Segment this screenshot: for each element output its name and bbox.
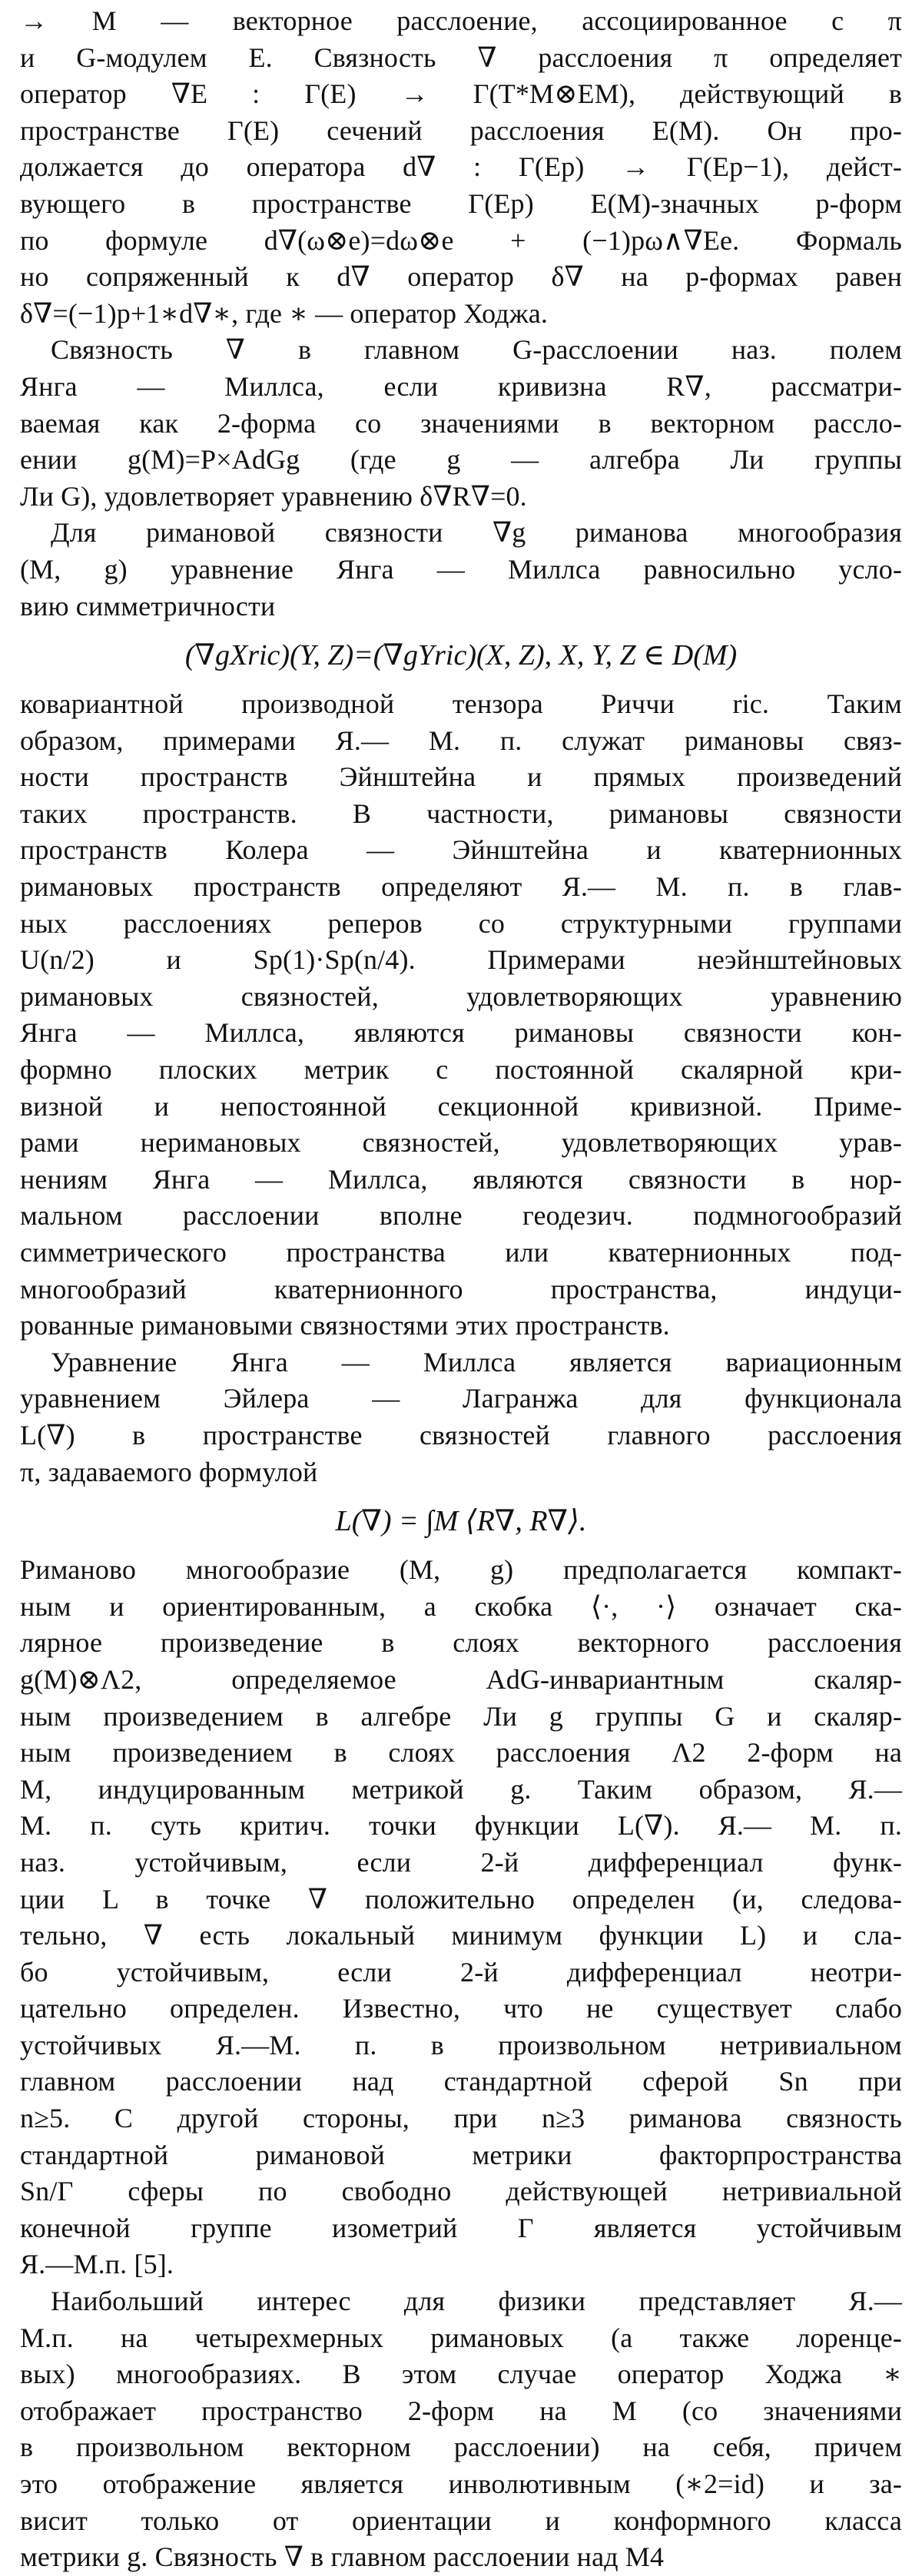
paragraph-four-dimensional [20,2283,902,2576]
text-line: π, задаваемого формулой [20,1456,318,1487]
functional-formula: L(∇) = ∫M ⟨R∇, R∇⟩. [335,1505,587,1538]
text-line: римановых пространств определяют Я.— М. п. в глав- [20,871,902,903]
text-line: вых) многообразиях. В этом случае оператор Ходжа ∗ [20,2359,902,2390]
text-line: ности пространств Эйнштейна и прямых произведений [20,761,902,793]
text-line: в произвольном векторном расслоении) на себя, причем [20,2432,902,2463]
text-line: наз. устойчивым, если 2-й дифференциал функ- [20,1846,902,1878]
text-line: ковариантной производной тензора Риччи ric. Таким [20,688,902,720]
text-line: устойчивых Я.—М. п. в произвольном нетривиальном [20,2029,902,2060]
text-line: визной и непостоянной секционной кривизной. Приме- [20,1090,902,1122]
text-line: ции L в точке ∇ положительно определен (и, следова- [20,1883,902,1915]
text-line: оператор ∇E : Γ(E) → Γ(T*M⊗EM), действующий в [20,78,902,110]
text-line: Я.—М.п. [5]. [20,2249,174,2280]
text-line: римановых связностей, удовлетворяющих уравнению [20,980,902,1012]
text-line: ении g(M)=P×AdGg (где g — алгебра Ли группы [20,444,902,476]
text-line: Янга — Миллса, если кривизна R∇, рассматри- [20,370,902,402]
text-line: конечной группе изометрий Γ является устойчивым [20,2212,902,2243]
text-line: бо устойчивым, если 2-й дифференциал неотри- [20,1956,902,1988]
text-line: пространстве Γ(E) сечений расслоения E(M). Он про- [20,114,902,146]
paragraph-yang-mills-definition [20,332,902,515]
paragraph-variational [20,1344,902,2283]
text-line: Для римановой связности ∇g риманова многообразия [51,517,902,549]
text-line: нениям Янга — Миллса, являются связности в нор- [20,1163,902,1195]
symmetry-formula: (∇gXric)(Y, Z)=(∇gYric)(X, Z), X, Y, Z ∈ D(M) [184,639,738,672]
text-line: U(n/2) и Sp(1)·Sp(n/4). Примерами неэйнштейновых [20,944,902,976]
text-line: ваемая как 2-форма со значениями в векторном рассло- [20,407,902,439]
text-line: это отображение является инволютивным (∗2=id) и за- [20,2468,902,2499]
text-line: M, индуцированным метрикой g. Таким образом, Я.— [20,1773,902,1805]
text-line: образом, примерами Я.— М. п. служат римановы связ- [20,724,902,756]
text-line: пространств Колера — Эйнштейна и кватернионных [20,834,902,866]
text-line: формно плоских метрик с постоянной скалярной кри- [20,1054,902,1086]
text-line: Янга — Миллса, являются римановы связности кон- [20,1017,902,1049]
text-line: стандартной римановой метрики факторпространства [20,2139,902,2170]
text-line: таких пространств. В частности, римановы связности [20,797,902,829]
text-line: Ли G), удовлетворяет уравнению δ∇R∇=0. [20,480,527,512]
text-line: ных расслоениях реперов со структурными группами [20,907,902,939]
text-line: ным произведением в слоях расслоения Λ2 2-форм на [20,1737,902,1769]
text-line: многообразий кватернионного пространства, индуци- [20,1273,902,1305]
text-line: вию симметричности [20,590,276,622]
text-line: висит только от ориентации и конформного класса [20,2505,902,2536]
text-line: уравнением Эйлера — Лагранжа для функционала [20,1383,902,1414]
text-line: М. п. суть критич. точки функции L(∇). Я.— М. п. [20,1810,902,1842]
text-line: Связность ∇ в главном G-расслоении наз. полем [51,334,902,366]
text-line: вующего в пространстве Γ(Ep) E(M)-значных p-форм [20,187,902,219]
text-line: g(M)⊗Λ2, определяемое AdG-инвариантным скаляр- [20,1663,902,1695]
text-line: метрики g. Связность ∇ в главном расслоении над M4 [20,2541,665,2573]
text-line: (M, g) уравнение Янга — Миллса равносильно усло- [20,553,902,585]
text-line: ным произведением в алгебре Ли g группы G и скаляр- [20,1700,902,1732]
text-line: Риманово многообразие (M, g) предполагается компакт- [20,1554,902,1586]
paragraph-riemannian-connection [20,515,902,1344]
text-line: → M — векторное расслоение, ассоциированное с π [20,5,902,36]
text-line: лярное произведение в слоях векторного расслоения [20,1627,902,1659]
text-line: n≥5. С другой стороны, при n≥3 риманова связность [20,2103,902,2134]
text-line: рованные римановыми связностями этих пространств. [20,1310,670,1341]
text-line: но сопряженный к d∇ оператор δ∇ на p-формах равен [20,261,902,293]
text-line: симметрического пространства или кватернионных под- [20,1237,902,1268]
text-line: ным и ориентированным, а скобка ⟨·, ·⟩ означает ска- [20,1590,902,1622]
text-line: Наибольший интерес для физики представляет Я.— [51,2286,902,2317]
text-line: отображает пространство 2-форм на M (со значениями [20,2395,902,2426]
text-line: главном расслоении над стандартной сферой Sn при [20,2066,902,2097]
text-line: L(∇) в пространстве связностей главного расслоения [20,1419,902,1450]
text-line: цательно определен. Известно, что не существует слабо [20,1993,902,2024]
text-line: Уравнение Янга — Миллса является вариационным [51,1346,902,1378]
paragraph-intro [20,3,902,332]
text-line: и G-модулем E. Связность ∇ расслоения π определяет [20,41,902,73]
text-line: М.п. на четырехмерных римановых (а также лоренце- [20,2322,902,2353]
text-line: рами неримановых связностей, удовлетворяющих урав- [20,1127,902,1159]
text-line: Sn/Γ сферы по свободно действующей нетривиальной [20,2176,902,2207]
text-line: по формуле d∇(ω⊗e)=dω⊗e + (−1)pω∧∇Ee. Формаль [20,224,902,256]
text-line: δ∇=(−1)p+1∗d∇∗, где ∗ — оператор Ходжа. [20,297,549,329]
text-line: должается до оператора d∇ : Γ(Ep) → Γ(Ep−1), дейст- [20,151,902,183]
text-line: мальном расслоении вполне геодезич. подмногообразий [20,1200,902,1232]
text-line: тельно, ∇ есть локальный минимум функции L) и сла- [20,1920,902,1951]
